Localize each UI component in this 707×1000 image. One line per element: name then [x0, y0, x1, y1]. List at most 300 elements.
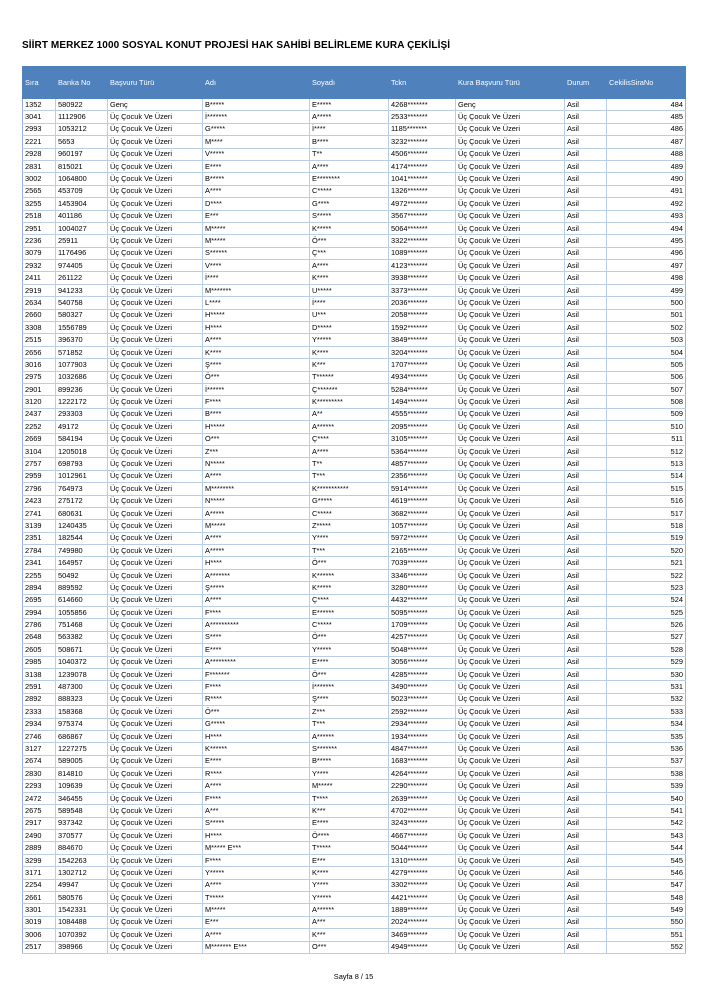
table-header: [23, 67, 686, 99]
col-adi-cell: D****: [203, 198, 310, 210]
col-durum-cell: Asil: [565, 681, 607, 693]
col-kura-basvuru-turu-cell: Üç Çocuk Ve Üzeri: [456, 842, 565, 854]
col-banka-no-cell: 1053212: [56, 123, 108, 135]
col-cekilis-sira-no-cell: 486: [607, 123, 686, 135]
table-row: [23, 408, 686, 420]
col-durum-cell: Asil: [565, 743, 607, 755]
col-cekilis-sira-no-cell: 516: [607, 495, 686, 507]
col-durum-cell: Asil: [565, 123, 607, 135]
col-basvuru-turu-cell: Üç Çocuk Ve Üzeri: [108, 755, 203, 767]
col-banka-no-cell: 571852: [56, 346, 108, 358]
col-basvuru-turu-cell: Üç Çocuk Ve Üzeri: [108, 210, 203, 222]
col-banka-no-cell: 25911: [56, 235, 108, 247]
col-adi-cell: H****: [203, 730, 310, 742]
col-adi-cell: A****: [203, 470, 310, 482]
col-tckn-cell: 4857*******: [389, 458, 456, 470]
col-durum-cell: Asil: [565, 569, 607, 581]
col-durum-cell: Asil: [565, 111, 607, 123]
col-sira-cell: 2746: [23, 730, 56, 742]
col-adi-cell: S*****: [203, 817, 310, 829]
col-soyadi-cell: K****: [310, 272, 389, 284]
col-durum-cell: Asil: [565, 359, 607, 371]
col-cekilis-sira-no-cell: 539: [607, 780, 686, 792]
col-kura-basvuru-turu-cell: Üç Çocuk Ve Üzeri: [456, 780, 565, 792]
col-durum-cell: Asil: [565, 867, 607, 879]
col-sira-cell: 3139: [23, 520, 56, 532]
col-basvuru-turu-cell: Üç Çocuk Ve Üzeri: [108, 916, 203, 928]
col-tckn-cell: 3490*******: [389, 681, 456, 693]
col-tckn-cell: 4123*******: [389, 260, 456, 272]
col-kura-basvuru-turu-cell: Üç Çocuk Ve Üzeri: [456, 532, 565, 544]
col-sira-cell: 2565: [23, 185, 56, 197]
table-row: [23, 346, 686, 358]
col-adi-cell: M*******: [203, 284, 310, 296]
col-sira-cell: 2831: [23, 160, 56, 172]
col-sira-cell: 2695: [23, 594, 56, 606]
col-sira-cell: 2917: [23, 817, 56, 829]
table-row: [23, 334, 686, 346]
col-sira-cell: 2919: [23, 284, 56, 296]
col-basvuru-turu-cell: Üç Çocuk Ve Üzeri: [108, 260, 203, 272]
col-durum-cell: Asil: [565, 235, 607, 247]
col-tckn-cell: 5284*******: [389, 383, 456, 395]
col-kura-basvuru-turu-cell: Üç Çocuk Ve Üzeri: [456, 644, 565, 656]
col-kura-basvuru-turu-cell: Üç Çocuk Ve Üzeri: [456, 892, 565, 904]
col-adi-cell: A****: [203, 879, 310, 891]
table-row: [23, 507, 686, 519]
col-basvuru-turu-cell: Üç Çocuk Ve Üzeri: [108, 582, 203, 594]
col-banka-no-cell: 1556789: [56, 322, 108, 334]
col-basvuru-turu-header: Başvuru Türü: [108, 67, 203, 99]
col-tckn-cell: 3682*******: [389, 507, 456, 519]
table-row: [23, 99, 686, 111]
col-banka-no-cell: 974405: [56, 260, 108, 272]
col-kura-basvuru-turu-header: Kura Başvuru Türü: [456, 67, 565, 99]
col-tckn-cell: 4257*******: [389, 631, 456, 643]
col-durum-cell: Asil: [565, 693, 607, 705]
table-row: [23, 495, 686, 507]
col-banka-no-cell: 580922: [56, 99, 108, 111]
col-kura-basvuru-turu-cell: Üç Çocuk Ve Üzeri: [456, 545, 565, 557]
table-row: [23, 879, 686, 891]
col-cekilis-sira-no-cell: 510: [607, 421, 686, 433]
col-basvuru-turu-cell: Üç Çocuk Ve Üzeri: [108, 346, 203, 358]
table-row: [23, 210, 686, 222]
col-sira-cell: 2661: [23, 892, 56, 904]
col-adi-cell: B*****: [203, 173, 310, 185]
col-sira-cell: 2648: [23, 631, 56, 643]
col-basvuru-turu-cell: Üç Çocuk Ve Üzeri: [108, 247, 203, 259]
col-tckn-cell: 1089*******: [389, 247, 456, 259]
col-sira-cell: 2293: [23, 780, 56, 792]
col-sira-cell: 2894: [23, 582, 56, 594]
col-kura-basvuru-turu-cell: Üç Çocuk Ve Üzeri: [456, 916, 565, 928]
col-soyadi-cell: Ö***: [310, 668, 389, 680]
col-cekilis-sira-no-cell: 491: [607, 185, 686, 197]
col-tckn-cell: 2533*******: [389, 111, 456, 123]
table-row: [23, 557, 686, 569]
col-cekilis-sira-no-cell: 538: [607, 768, 686, 780]
col-tckn-cell: 4847*******: [389, 743, 456, 755]
col-cekilis-sira-no-cell: 548: [607, 892, 686, 904]
col-cekilis-sira-no-cell: 519: [607, 532, 686, 544]
col-tckn-cell: 5048*******: [389, 644, 456, 656]
col-adi-cell: M*****: [203, 904, 310, 916]
col-banka-no-cell: 109639: [56, 780, 108, 792]
col-basvuru-turu-cell: Üç Çocuk Ve Üzeri: [108, 706, 203, 718]
col-soyadi-cell: A****: [310, 160, 389, 172]
col-cekilis-sira-no-cell: 511: [607, 433, 686, 445]
col-sira-cell: 3079: [23, 247, 56, 259]
col-adi-cell: A**********: [203, 619, 310, 631]
col-soyadi-cell: K***********: [310, 483, 389, 495]
table-row: [23, 916, 686, 928]
col-tckn-cell: 2024*******: [389, 916, 456, 928]
col-cekilis-sira-no-cell: 522: [607, 569, 686, 581]
col-basvuru-turu-cell: Üç Çocuk Ve Üzeri: [108, 445, 203, 457]
table-row: [23, 582, 686, 594]
table-row: [23, 545, 686, 557]
col-durum-cell: Asil: [565, 929, 607, 941]
col-durum-cell: Asil: [565, 792, 607, 804]
col-sira-cell: 2515: [23, 334, 56, 346]
col-soyadi-cell: K****: [310, 867, 389, 879]
col-cekilis-sira-no-cell: 549: [607, 904, 686, 916]
col-basvuru-turu-cell: Üç Çocuk Ve Üzeri: [108, 421, 203, 433]
col-sira-cell: 2252: [23, 421, 56, 433]
col-cekilis-sira-no-cell: 500: [607, 297, 686, 309]
col-banka-no-cell: 164957: [56, 557, 108, 569]
col-kura-basvuru-turu-cell: Üç Çocuk Ve Üzeri: [456, 879, 565, 891]
col-sira-cell: 2255: [23, 569, 56, 581]
col-sira-cell: 3301: [23, 904, 56, 916]
table-row: [23, 792, 686, 804]
col-basvuru-turu-cell: Üç Çocuk Ve Üzeri: [108, 594, 203, 606]
col-banka-no-cell: 1453904: [56, 198, 108, 210]
col-cekilis-sira-no-cell: 484: [607, 99, 686, 111]
col-tckn-cell: 3849*******: [389, 334, 456, 346]
col-sira-cell: 2786: [23, 619, 56, 631]
col-durum-cell: Asil: [565, 941, 607, 953]
col-banka-no-cell: 888323: [56, 693, 108, 705]
col-durum-cell: Asil: [565, 631, 607, 643]
col-soyadi-cell: İ*******: [310, 681, 389, 693]
table-row: [23, 730, 686, 742]
col-durum-cell: Asil: [565, 854, 607, 866]
col-kura-basvuru-turu-cell: Üç Çocuk Ve Üzeri: [456, 359, 565, 371]
col-banka-no-cell: 1032686: [56, 371, 108, 383]
col-durum-cell: Asil: [565, 768, 607, 780]
col-kura-basvuru-turu-cell: Üç Çocuk Ve Üzeri: [456, 792, 565, 804]
col-adi-cell: M*****: [203, 520, 310, 532]
col-durum-cell: Asil: [565, 892, 607, 904]
col-banka-no-cell: 680631: [56, 507, 108, 519]
col-banka-no-cell: 1302712: [56, 867, 108, 879]
col-tckn-cell: 4949*******: [389, 941, 456, 953]
col-banka-no-cell: 396370: [56, 334, 108, 346]
col-tckn-cell: 4264*******: [389, 768, 456, 780]
col-durum-cell: Asil: [565, 173, 607, 185]
col-durum-cell: Asil: [565, 136, 607, 148]
col-banka-no-cell: 686867: [56, 730, 108, 742]
col-banka-no-cell: 1064800: [56, 173, 108, 185]
col-kura-basvuru-turu-cell: Üç Çocuk Ve Üzeri: [456, 198, 565, 210]
col-adi-cell: K****: [203, 346, 310, 358]
table-row: [23, 458, 686, 470]
col-sira-cell: 2472: [23, 792, 56, 804]
col-banka-no-cell: 580576: [56, 892, 108, 904]
col-durum-cell: Asil: [565, 210, 607, 222]
col-tckn-cell: 2165*******: [389, 545, 456, 557]
col-adi-cell: Ş*****: [203, 582, 310, 594]
col-soyadi-cell: C*****: [310, 185, 389, 197]
col-kura-basvuru-turu-cell: Üç Çocuk Ve Üzeri: [456, 693, 565, 705]
col-basvuru-turu-cell: Üç Çocuk Ve Üzeri: [108, 458, 203, 470]
col-cekilis-sira-no-cell: 492: [607, 198, 686, 210]
col-cekilis-sira-no-cell: 542: [607, 817, 686, 829]
col-soyadi-cell: E******: [310, 607, 389, 619]
col-banka-no-cell: 899236: [56, 383, 108, 395]
table-row: [23, 805, 686, 817]
col-kura-basvuru-turu-cell: Üç Çocuk Ve Üzeri: [456, 631, 565, 643]
col-cekilis-sira-no-cell: 489: [607, 160, 686, 172]
col-basvuru-turu-cell: Üç Çocuk Ve Üzeri: [108, 569, 203, 581]
table-row: [23, 867, 686, 879]
col-soyadi-cell: K****: [310, 346, 389, 358]
col-tckn-cell: 3204*******: [389, 346, 456, 358]
col-durum-cell: Asil: [565, 755, 607, 767]
col-sira-cell: 2928: [23, 148, 56, 160]
table-row: [23, 445, 686, 457]
col-kura-basvuru-turu-cell: Üç Çocuk Ve Üzeri: [456, 383, 565, 395]
col-kura-basvuru-turu-cell: Üç Çocuk Ve Üzeri: [456, 297, 565, 309]
col-soyadi-cell: Y*****: [310, 892, 389, 904]
col-soyadi-cell: O***: [310, 941, 389, 953]
table-row: [23, 830, 686, 842]
col-adi-cell: H****: [203, 322, 310, 334]
col-soyadi-cell: K******: [310, 569, 389, 581]
col-basvuru-turu-cell: Üç Çocuk Ve Üzeri: [108, 222, 203, 234]
col-banka-no-cell: 884670: [56, 842, 108, 854]
col-adi-cell: F****: [203, 681, 310, 693]
col-kura-basvuru-turu-cell: Üç Çocuk Ve Üzeri: [456, 656, 565, 668]
col-kura-basvuru-turu-cell: Üç Çocuk Ve Üzeri: [456, 173, 565, 185]
col-durum-cell: Asil: [565, 532, 607, 544]
col-cekilis-sira-no-cell: 508: [607, 396, 686, 408]
col-kura-basvuru-turu-cell: Üç Çocuk Ve Üzeri: [456, 607, 565, 619]
col-adi-cell: S****: [203, 631, 310, 643]
col-banka-no-cell: 293303: [56, 408, 108, 420]
col-tckn-cell: 1057*******: [389, 520, 456, 532]
col-cekilis-sira-no-cell: 543: [607, 830, 686, 842]
page-title: SİİRT MERKEZ 1000 SOSYAL KONUT PROJESİ HAK SAHİBİ BELİRLEME KURA ÇEKİLİŞİ: [22, 40, 451, 51]
col-adi-cell: Ş****: [203, 359, 310, 371]
table-row: [23, 743, 686, 755]
col-durum-cell: Asil: [565, 780, 607, 792]
col-basvuru-turu-cell: Üç Çocuk Ve Üzeri: [108, 681, 203, 693]
col-tckn-cell: 3469*******: [389, 929, 456, 941]
col-banka-no-cell: 540758: [56, 297, 108, 309]
col-banka-no-cell: 941233: [56, 284, 108, 296]
table-row: [23, 322, 686, 334]
col-cekilis-sira-no-cell: 505: [607, 359, 686, 371]
col-basvuru-turu-cell: Üç Çocuk Ve Üzeri: [108, 768, 203, 780]
col-basvuru-turu-cell: Üç Çocuk Ve Üzeri: [108, 408, 203, 420]
col-banka-no-cell: 1542263: [56, 854, 108, 866]
table-row: [23, 260, 686, 272]
col-banka-no-cell: 975374: [56, 718, 108, 730]
col-tckn-cell: 4279*******: [389, 867, 456, 879]
col-soyadi-cell: E********: [310, 173, 389, 185]
col-sira-cell: 3255: [23, 198, 56, 210]
col-kura-basvuru-turu-cell: Üç Çocuk Ve Üzeri: [456, 929, 565, 941]
col-sira-cell: 2634: [23, 297, 56, 309]
col-banka-no-cell: 49172: [56, 421, 108, 433]
table-row: [23, 594, 686, 606]
col-adi-cell: E****: [203, 160, 310, 172]
col-banka-no-cell: 589548: [56, 805, 108, 817]
col-sira-cell: 3120: [23, 396, 56, 408]
col-soyadi-cell: B*****: [310, 755, 389, 767]
col-basvuru-turu-cell: Üç Çocuk Ve Üzeri: [108, 123, 203, 135]
col-adi-cell: A***: [203, 805, 310, 817]
col-soyadi-cell: T*****: [310, 842, 389, 854]
col-sira-cell: 2796: [23, 483, 56, 495]
table-row: [23, 222, 686, 234]
col-cekilis-sira-no-cell: 517: [607, 507, 686, 519]
col-basvuru-turu-cell: Üç Çocuk Ve Üzeri: [108, 743, 203, 755]
col-durum-cell: Asil: [565, 408, 607, 420]
col-cekilis-sira-no-cell: 537: [607, 755, 686, 767]
col-sira-cell: 3041: [23, 111, 56, 123]
col-durum-cell: Asil: [565, 297, 607, 309]
col-basvuru-turu-cell: Üç Çocuk Ve Üzeri: [108, 892, 203, 904]
col-cekilis-sira-no-cell: 512: [607, 445, 686, 457]
col-tckn-cell: 5364*******: [389, 445, 456, 457]
col-soyadi-cell: A***: [310, 916, 389, 928]
table-row: [23, 309, 686, 321]
col-cekilis-sira-no-cell: 535: [607, 730, 686, 742]
col-tckn-cell: 4555*******: [389, 408, 456, 420]
col-soyadi-cell: A******: [310, 730, 389, 742]
header-row: [23, 67, 686, 99]
col-kura-basvuru-turu-cell: Üç Çocuk Ve Üzeri: [456, 867, 565, 879]
table-row: [23, 433, 686, 445]
col-sira-cell: 3299: [23, 854, 56, 866]
col-cekilis-sira-no-cell: 533: [607, 706, 686, 718]
col-banka-no-cell: 614660: [56, 594, 108, 606]
table-row: [23, 235, 686, 247]
col-durum-cell: Asil: [565, 284, 607, 296]
col-basvuru-turu-cell: Üç Çocuk Ve Üzeri: [108, 322, 203, 334]
col-cekilis-sira-no-cell: 551: [607, 929, 686, 941]
col-soyadi-cell: Ö****: [310, 830, 389, 842]
col-soyadi-cell: K***: [310, 805, 389, 817]
col-kura-basvuru-turu-cell: Üç Çocuk Ve Üzeri: [456, 160, 565, 172]
col-adi-cell: R****: [203, 693, 310, 705]
col-durum-cell: Asil: [565, 830, 607, 842]
table-row: [23, 656, 686, 668]
col-durum-header: Durum: [565, 67, 607, 99]
col-cekilis-sira-no-cell: 485: [607, 111, 686, 123]
table-row: [23, 854, 686, 866]
col-adi-cell: K******: [203, 743, 310, 755]
col-tckn-cell: 5023*******: [389, 693, 456, 705]
col-basvuru-turu-cell: Üç Çocuk Ve Üzeri: [108, 396, 203, 408]
col-kura-basvuru-turu-cell: Üç Çocuk Ve Üzeri: [456, 247, 565, 259]
col-soyadi-cell: T**: [310, 458, 389, 470]
col-soyadi-cell: K*****: [310, 582, 389, 594]
table-row: [23, 297, 686, 309]
col-soyadi-cell: E***: [310, 854, 389, 866]
col-tckn-cell: 5044*******: [389, 842, 456, 854]
col-banka-no-cell: 764973: [56, 483, 108, 495]
col-tckn-cell: 3105*******: [389, 433, 456, 445]
col-basvuru-turu-cell: Üç Çocuk Ve Üzeri: [108, 136, 203, 148]
col-soyadi-cell: Ö***: [310, 631, 389, 643]
col-cekilis-sira-no-cell: 501: [607, 309, 686, 321]
col-durum-cell: Asil: [565, 483, 607, 495]
col-basvuru-turu-cell: Üç Çocuk Ve Üzeri: [108, 495, 203, 507]
col-cekilis-sira-no-cell: 507: [607, 383, 686, 395]
table-row: [23, 693, 686, 705]
col-soyadi-cell: M*****: [310, 780, 389, 792]
col-adi-cell: S******: [203, 247, 310, 259]
page-number: Sayfa 8 / 15: [333, 972, 374, 981]
col-basvuru-turu-cell: Üç Çocuk Ve Üzeri: [108, 867, 203, 879]
col-sira-cell: 2669: [23, 433, 56, 445]
col-cekilis-sira-no-cell: 503: [607, 334, 686, 346]
col-adi-cell: A*****: [203, 507, 310, 519]
col-banka-no-cell: 1542331: [56, 904, 108, 916]
col-cekilis-sira-no-cell: 532: [607, 693, 686, 705]
col-soyadi-cell: Z***: [310, 706, 389, 718]
col-adi-cell: Z***: [203, 445, 310, 457]
col-tckn-cell: 4421*******: [389, 892, 456, 904]
col-sira-cell: 2517: [23, 941, 56, 953]
col-durum-cell: Asil: [565, 260, 607, 272]
col-durum-cell: Asil: [565, 396, 607, 408]
col-basvuru-turu-cell: Üç Çocuk Ve Üzeri: [108, 185, 203, 197]
col-cekilis-sira-no-cell: 520: [607, 545, 686, 557]
col-durum-cell: Asil: [565, 160, 607, 172]
col-banka-no-cell: 346455: [56, 792, 108, 804]
col-sira-cell: 2490: [23, 830, 56, 842]
col-adi-cell: L****: [203, 297, 310, 309]
col-durum-cell: Asil: [565, 644, 607, 656]
col-cekilis-sira-no-cell: 509: [607, 408, 686, 420]
col-banka-no-cell: 1070392: [56, 929, 108, 941]
col-banka-no-cell: 815021: [56, 160, 108, 172]
col-tckn-cell: 4972*******: [389, 198, 456, 210]
col-tckn-cell: 1326*******: [389, 185, 456, 197]
col-tckn-cell: 1494*******: [389, 396, 456, 408]
col-banka-no-cell: 749980: [56, 545, 108, 557]
col-soyadi-cell: Ç****: [310, 594, 389, 606]
col-durum-cell: Asil: [565, 594, 607, 606]
col-soyadi-cell: D*****: [310, 322, 389, 334]
col-basvuru-turu-cell: Üç Çocuk Ve Üzeri: [108, 297, 203, 309]
table-row: [23, 569, 686, 581]
col-basvuru-turu-cell: Üç Çocuk Ve Üzeri: [108, 631, 203, 643]
col-basvuru-turu-cell: Üç Çocuk Ve Üzeri: [108, 198, 203, 210]
col-tckn-cell: 3302*******: [389, 879, 456, 891]
col-sira-cell: 3002: [23, 173, 56, 185]
col-adi-cell: A****: [203, 929, 310, 941]
col-sira-cell: 2221: [23, 136, 56, 148]
col-banka-no-cell: 508671: [56, 644, 108, 656]
col-banka-no-cell: 889592: [56, 582, 108, 594]
